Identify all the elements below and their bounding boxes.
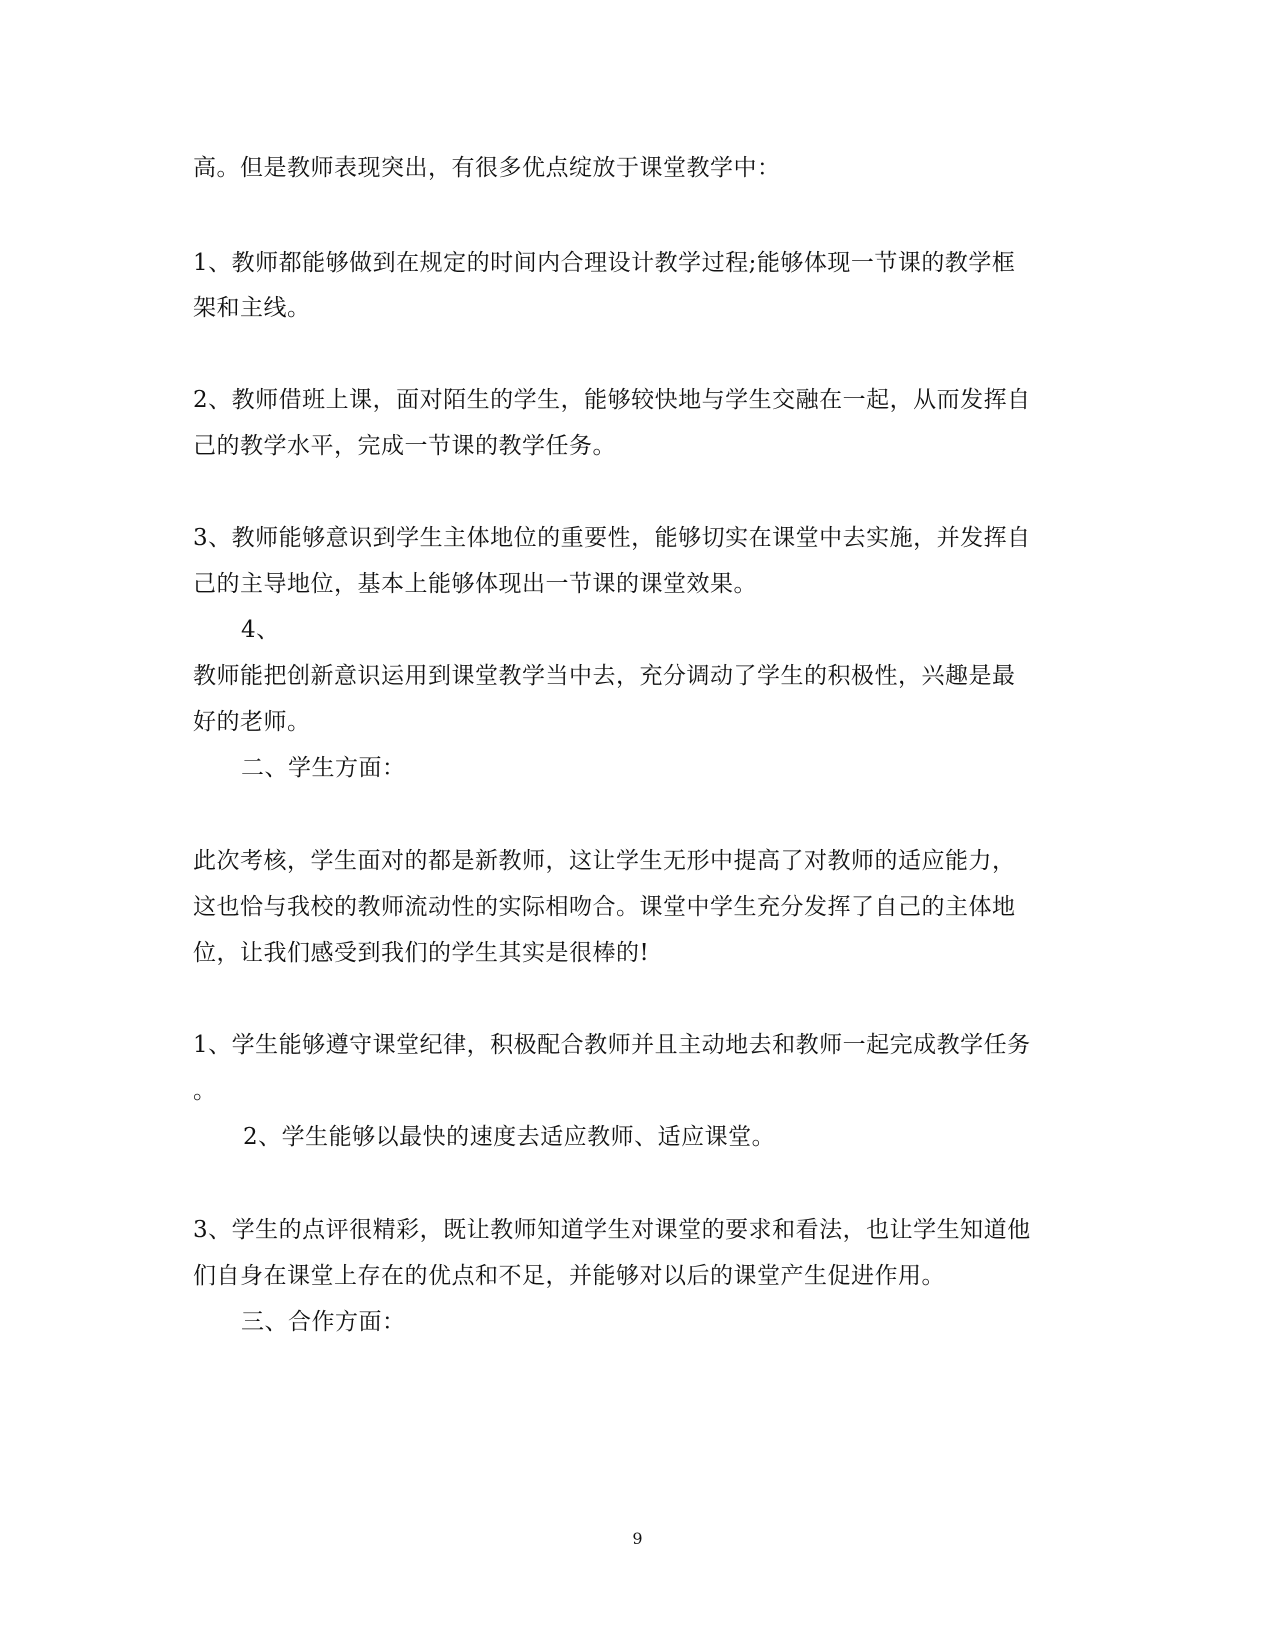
paragraph-line: 3、教师能够意识到学生主体地位的重要性，能够切实在课堂中去实施，并发挥自 — [193, 525, 1031, 551]
page-number: 9 — [632, 1529, 643, 1548]
section-heading: 三、合作方面： — [241, 1309, 406, 1335]
paragraph-line: 2、教师借班上课，面对陌生的学生，能够较快地与学生交融在一起，从而发挥自 — [193, 387, 1031, 413]
paragraph-line: 4、 — [241, 617, 280, 643]
paragraph-line: 好的老师。 — [193, 709, 311, 735]
section-heading: 二、学生方面： — [241, 755, 406, 781]
paragraph-line: 2、学生能够以最快的速度去适应教师、适应课堂。 — [243, 1124, 776, 1150]
paragraph-line: 1、教师都能够做到在规定的时间内合理设计教学过程;能够体现一节课的教学框 — [193, 250, 1016, 276]
paragraph-line: 己的教学水平，完成一节课的教学任务。 — [193, 433, 616, 459]
paragraph-line: 这也恰与我校的教师流动性的实际相吻合。课堂中学生充分发挥了自己的主体地 — [193, 894, 1016, 920]
paragraph-line: 此次考核，学生面对的都是新教师，这让学生无形中提高了对教师的适应能力， — [193, 848, 1016, 874]
paragraph-line: 。 — [193, 1078, 217, 1104]
paragraph-line: 高。但是教师表现突出，有很多优点绽放于课堂教学中： — [193, 155, 781, 181]
paragraph-line: 己的主导地位，基本上能够体现出一节课的课堂效果。 — [193, 571, 757, 597]
paragraph-line: 们自身在课堂上存在的优点和不足，并能够对以后的课堂产生促进作用。 — [193, 1263, 945, 1289]
paragraph-line: 架和主线。 — [193, 295, 311, 321]
paragraph-line: 1、学生能够遵守课堂纪律，积极配合教师并且主动地去和教师一起完成教学任务 — [193, 1032, 1031, 1058]
paragraph-line: 教师能把创新意识运用到课堂教学当中去，充分调动了学生的积极性，兴趣是最 — [193, 663, 1016, 689]
paragraph-line: 3、学生的点评很精彩，既让教师知道学生对课堂的要求和看法，也让学生知道他 — [193, 1217, 1031, 1243]
paragraph-line: 位，让我们感受到我们的学生其实是很棒的! — [193, 940, 650, 966]
